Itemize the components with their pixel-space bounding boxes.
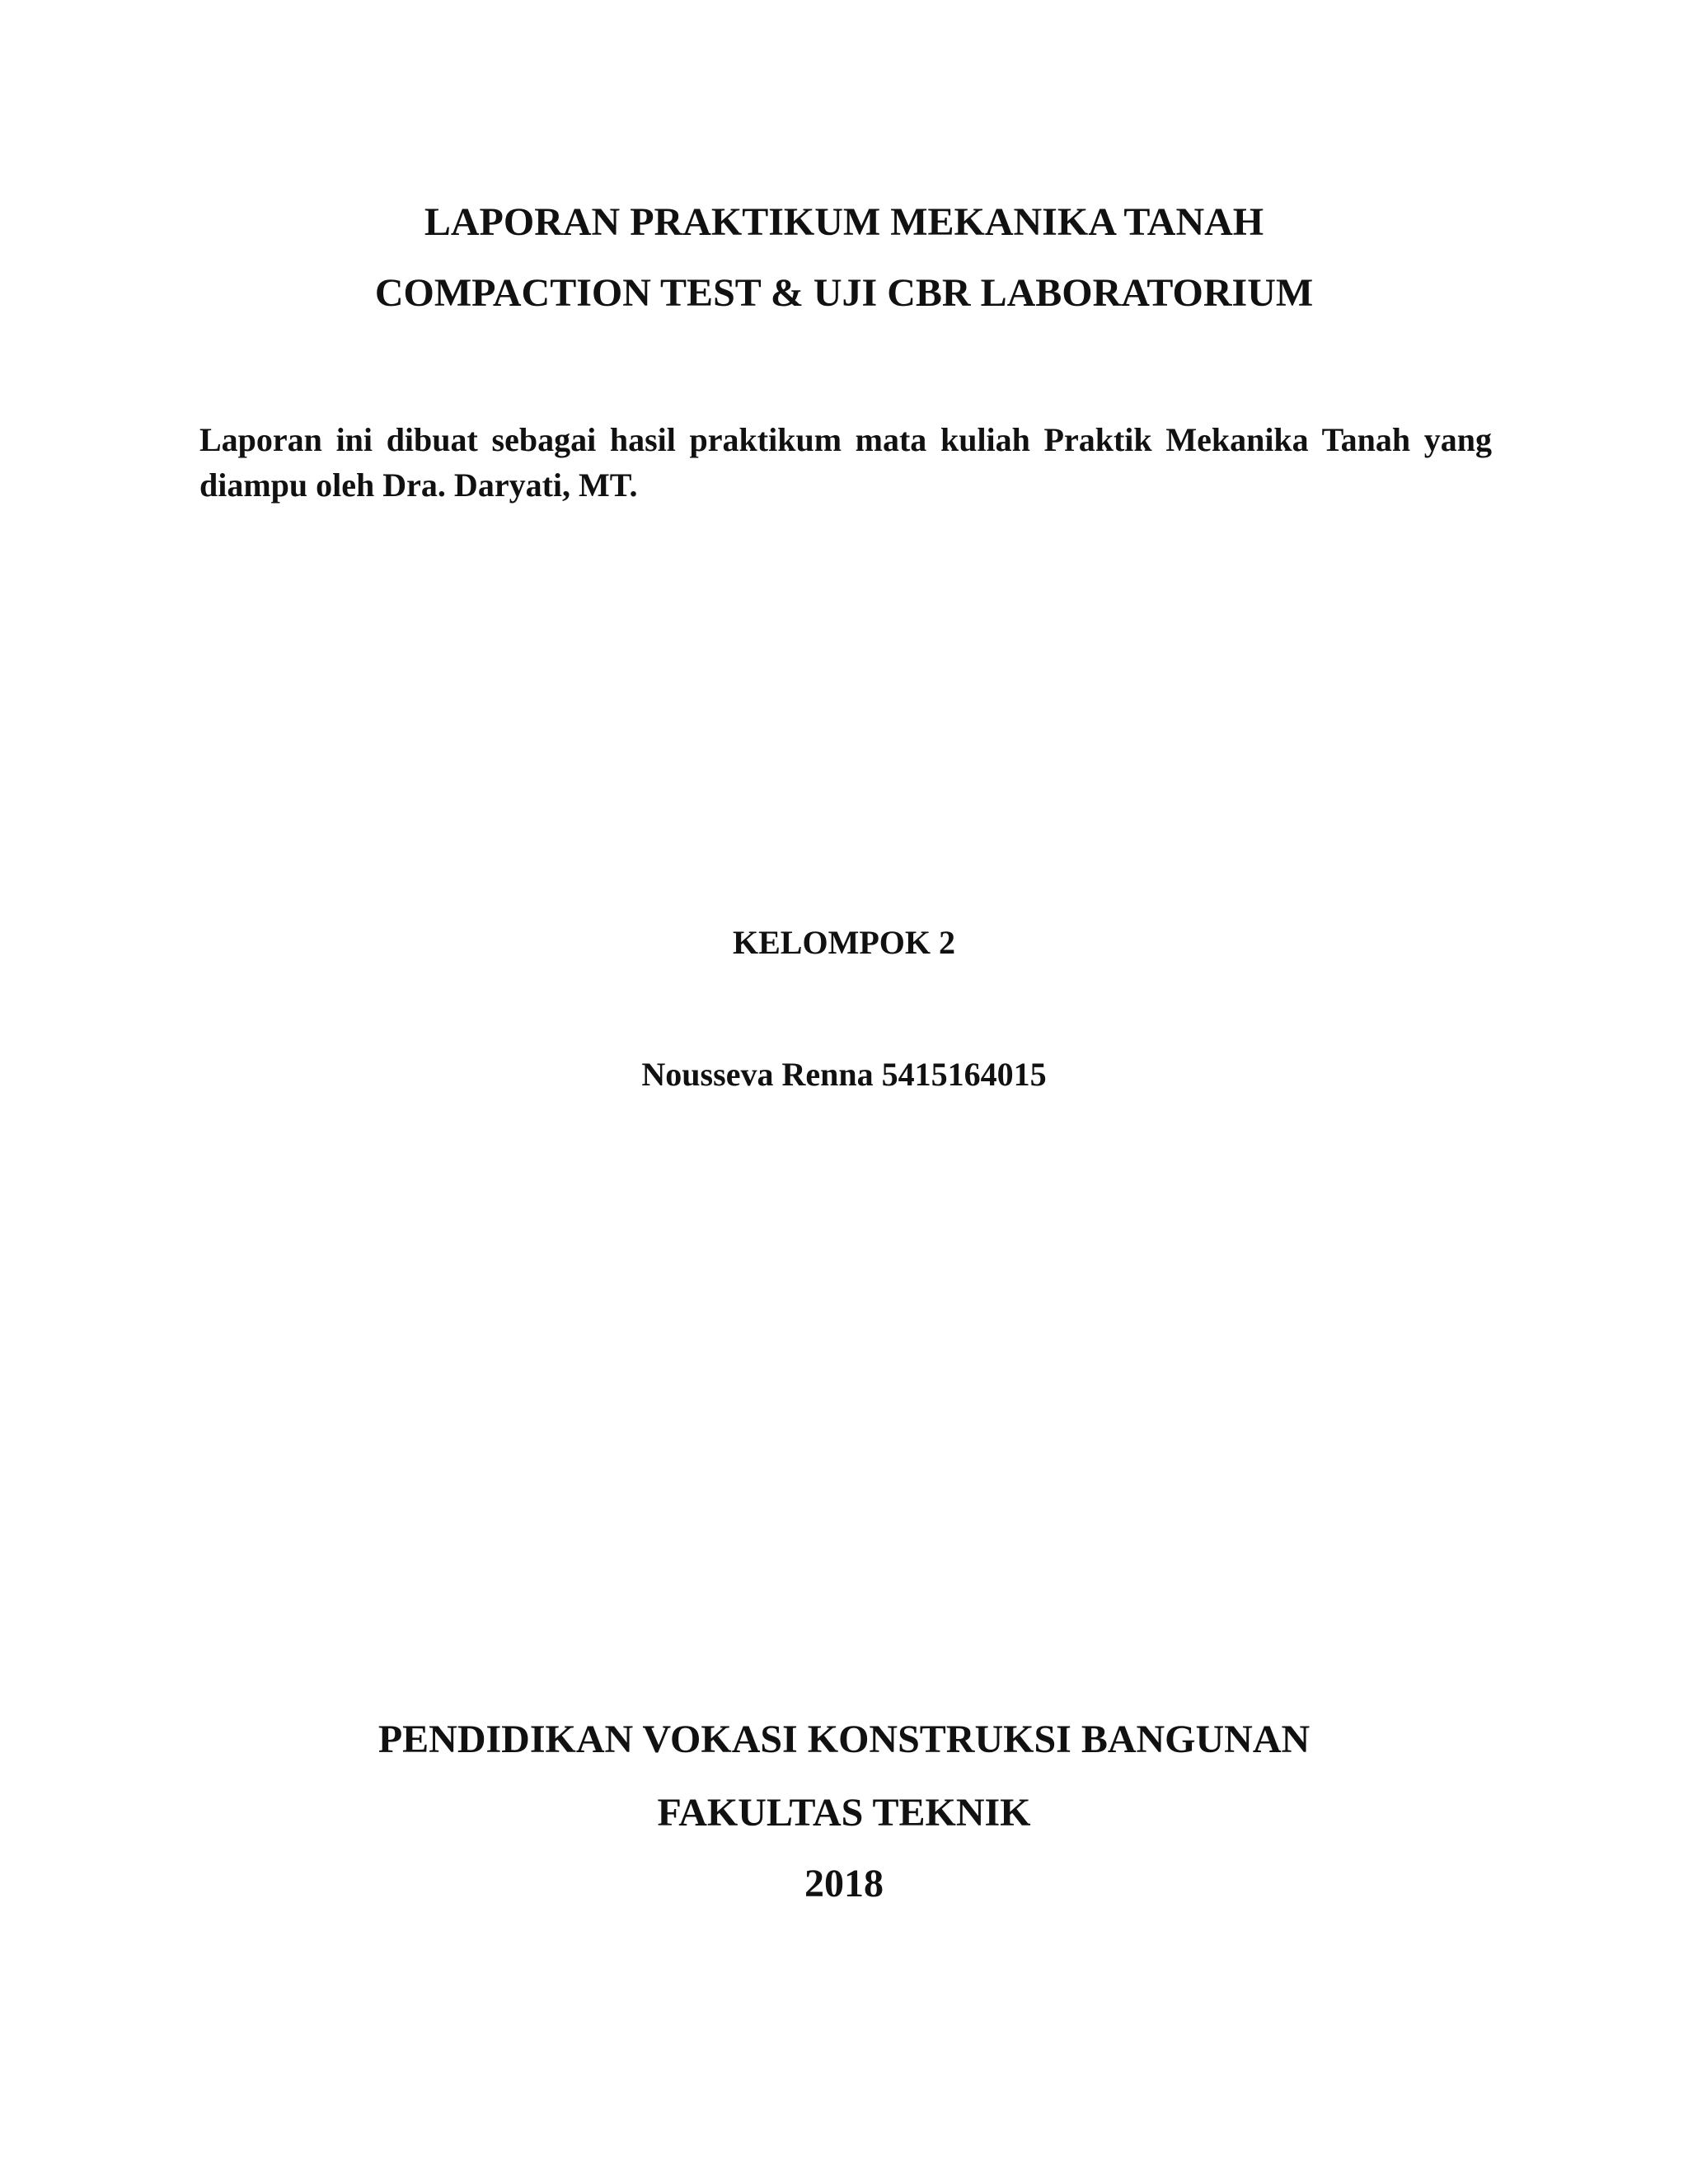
year: 2018 [804, 1862, 884, 1905]
member-name: Nousseva Renna 5415164015 [641, 1056, 1047, 1093]
group-label: KELOMPOK 2 [733, 924, 955, 961]
report-title-line-2: COMPACTION TEST & UJI CBR LABORATORIUM [374, 271, 1314, 315]
report-description: Laporan ini dibuat sebagai hasil praktikum mata kuliah Praktik Mekanika Tanah yang diampu oleh Dra. Daryati, MT. [199, 421, 1492, 504]
faculty-name: FAKULTAS TEKNIK [657, 1791, 1031, 1835]
report-title-line-1: LAPORAN PRAKTIKUM MEKANIKA TANAH [424, 200, 1264, 244]
study-program: PENDIDIKAN VOKASI KONSTRUKSI BANGUNAN [377, 1718, 1311, 1761]
